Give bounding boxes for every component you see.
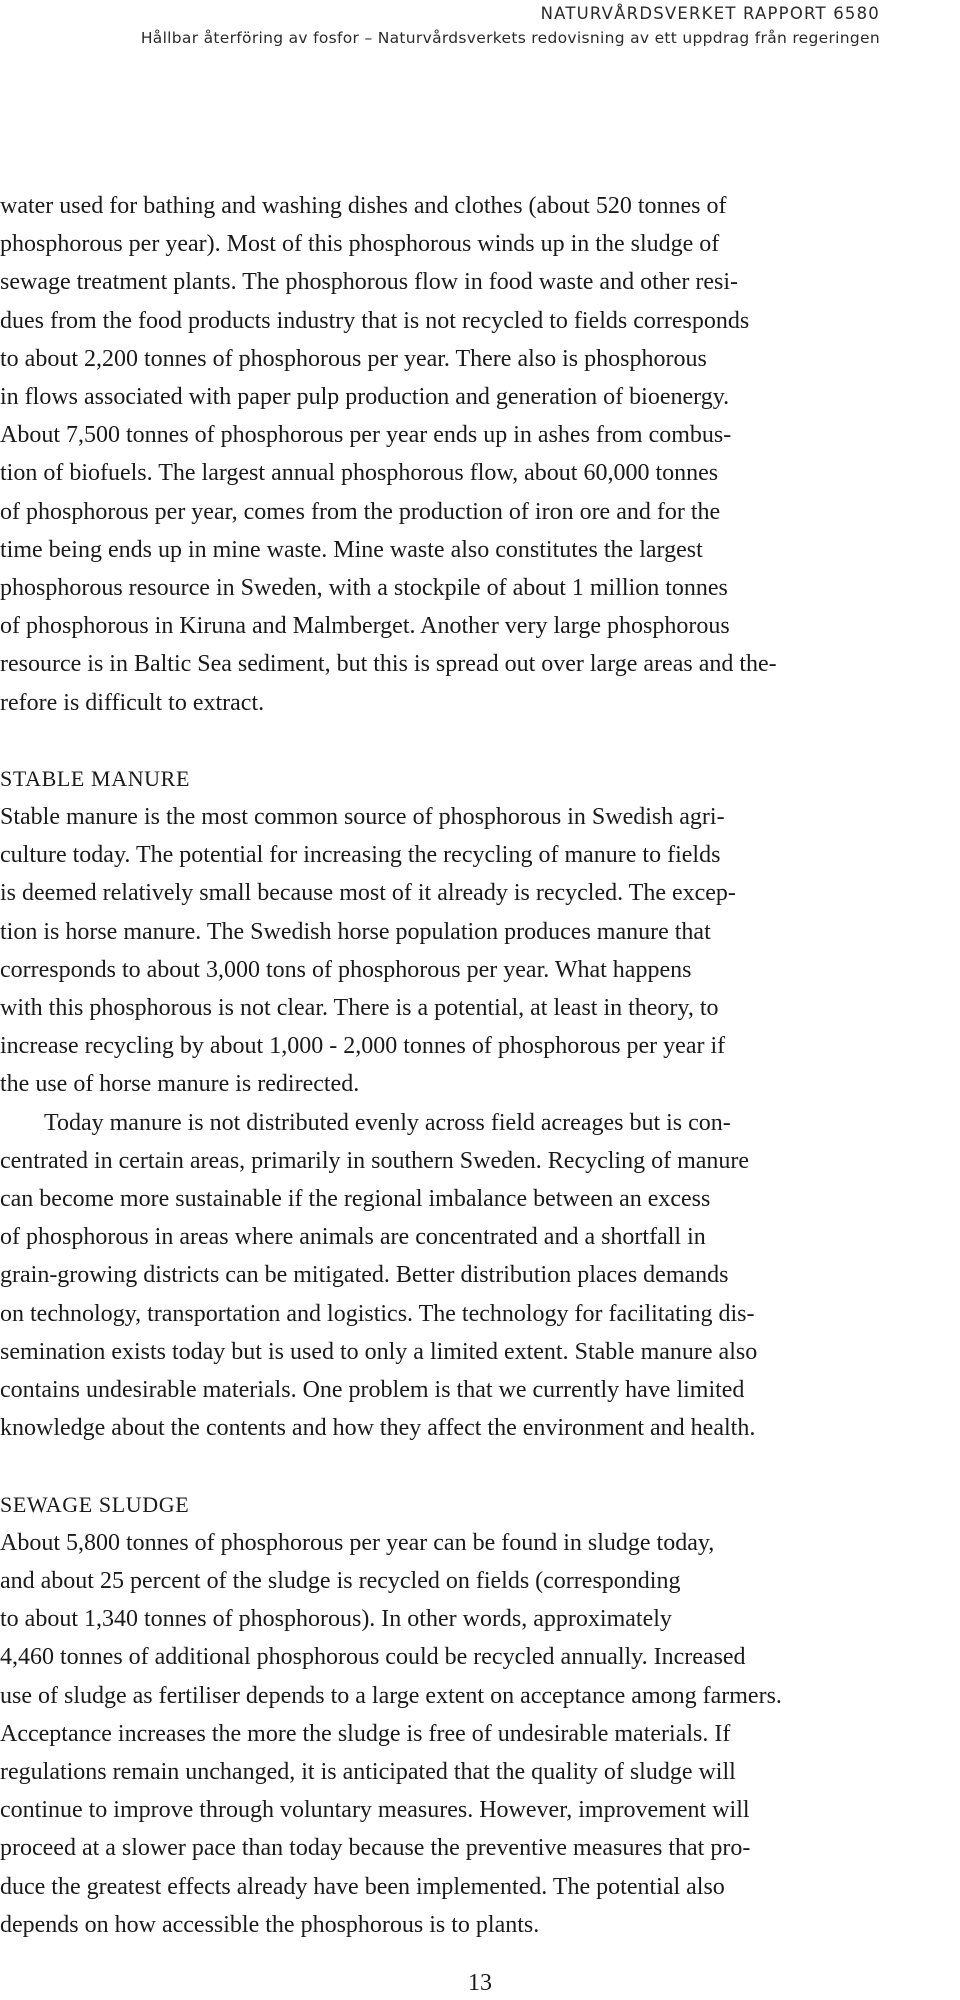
text-line: water used for bathing and washing dishes and clothes (about 520 tonnes of bbox=[0, 193, 727, 219]
text-line: of phosphorous in Kiruna and Malmberget. Another very large phosphorous bbox=[0, 613, 730, 640]
text-line: About 5,800 tonnes of phosphorous per year can be found in sludge today, bbox=[0, 1529, 715, 1556]
text-line: continue to improve through voluntary measures. However, improvement will bbox=[0, 1797, 750, 1824]
sewage-sludge-paragraph bbox=[0, 1524, 955, 1944]
text-line: can become more sustainable if the regional imbalance between an excess bbox=[0, 1186, 711, 1213]
text-line: phosphorous resource in Sweden, with a stockpile of about 1 million tonnes bbox=[0, 575, 728, 602]
text-line: tion of biofuels. The largest annual phosphorous flow, about 60,000 tonnes bbox=[0, 460, 719, 487]
text-line: time being ends up in mine waste. Mine waste also constitutes the largest bbox=[0, 536, 703, 563]
text-line: sewage treatment plants. The phosphorous flow in food waste and other resi- bbox=[0, 269, 739, 296]
text-line: to about 2,200 tonnes of phosphorous per year. There also is phosphorous bbox=[0, 345, 707, 372]
text-line: depends on how accessible the phosphorous is to plants. bbox=[0, 1911, 540, 1938]
text-line: phosphorous per year). Most of this phosphorous winds up in the sludge of bbox=[0, 231, 720, 258]
text-line: refore is difficult to extract. bbox=[0, 689, 265, 716]
text-line: resource is in Baltic Sea sediment, but this is spread out over large areas and the- bbox=[0, 651, 777, 678]
page-number: 13 bbox=[468, 1970, 492, 1996]
text-line: of phosphorous per year, comes from the production of iron ore and for the bbox=[0, 498, 721, 525]
text-line: dues from the food products industry that is not recycled to fields corresponds bbox=[0, 307, 750, 334]
text-line: Acceptance increases the more the sludge is free of undesirable materials. If bbox=[0, 1720, 731, 1747]
page-header bbox=[20, 2, 880, 50]
text-line: the use of horse manure is redirected. bbox=[0, 1071, 360, 1098]
text-line: duce the greatest effects already have been implemented. The potential also bbox=[0, 1873, 725, 1900]
text-line: and about 25 percent of the sludge is recycled on fields (corresponding bbox=[0, 1567, 681, 1594]
text-line: Today manure is not distributed evenly across field acreages but is con- bbox=[44, 1109, 731, 1136]
text-line: tion is horse manure. The Swedish horse population produces manure that bbox=[0, 918, 711, 945]
text-line: with this phosphorous is not clear. There is a potential, at least in theory, to bbox=[0, 995, 719, 1022]
intro-paragraph bbox=[0, 187, 955, 722]
text-line: Stable manure is the most common source of phosphorous in Swedish agri- bbox=[0, 804, 725, 831]
text-line: culture today. The potential for increasing the recycling of manure to fields bbox=[0, 842, 721, 869]
text-line: in flows associated with paper pulp production and generation of bioenergy. bbox=[0, 384, 730, 411]
stable-manure-paragraph-1 bbox=[0, 798, 955, 1104]
text-line: corresponds to about 3,000 tons of phosphorous per year. What happens bbox=[0, 956, 692, 983]
section-spacer bbox=[0, 1448, 955, 1486]
stable-manure-paragraph-2 bbox=[0, 1104, 955, 1448]
text-line: knowledge about the contents and how they affect the environment and health. bbox=[0, 1415, 756, 1442]
text-line: semination exists today but is used to only a limited extent. Stable manure also bbox=[0, 1338, 758, 1365]
text-line: proceed at a slower pace than today because the preventive measures that pro- bbox=[0, 1835, 751, 1862]
text-line: About 7,500 tonnes of phosphorous per year ends up in ashes from combus- bbox=[0, 422, 732, 449]
text-line: contains undesirable materials. One problem is that we currently have limited bbox=[0, 1377, 745, 1404]
text-line: regulations remain unchanged, it is anticipated that the quality of sludge will bbox=[0, 1758, 736, 1785]
report-title: NATURVÅRDSVERKET RAPPORT 6580 bbox=[540, 4, 880, 23]
text-line: grain-growing districts can be mitigated. Better distribution places demands bbox=[0, 1262, 729, 1289]
text-line: 4,460 tonnes of additional phosphorous could be recycled annually. Increased bbox=[0, 1644, 746, 1671]
text-line: increase recycling by about 1,000 - 2,000 tonnes of phosphorous per year if bbox=[0, 1033, 726, 1060]
section-heading-sewage-sludge: SEWAGE SLUDGE bbox=[0, 1491, 190, 1517]
report-subtitle: Hållbar återföring av fosfor – Naturvårdsverkets redovisning av ett uppdrag från regeringen bbox=[140, 29, 880, 47]
text-line: centrated in certain areas, primarily in southern Sweden. Recycling of manure bbox=[0, 1147, 750, 1174]
text-line: use of sludge as fertiliser depends to a large extent on acceptance among farmers. bbox=[0, 1682, 782, 1709]
section-heading-stable-manure: STABLE MANURE bbox=[0, 765, 190, 791]
text-line: is deemed relatively small because most of it already is recycled. The excep- bbox=[0, 880, 736, 907]
text-line: to about 1,340 tonnes of phosphorous). In other words, approximately bbox=[0, 1606, 672, 1633]
body-text bbox=[0, 187, 955, 1944]
text-line: of phosphorous in areas where animals are concentrated and a shortfall in bbox=[0, 1224, 706, 1251]
text-line: on technology, transportation and logistics. The technology for facilitating dis- bbox=[0, 1300, 755, 1327]
section-spacer bbox=[0, 722, 955, 760]
